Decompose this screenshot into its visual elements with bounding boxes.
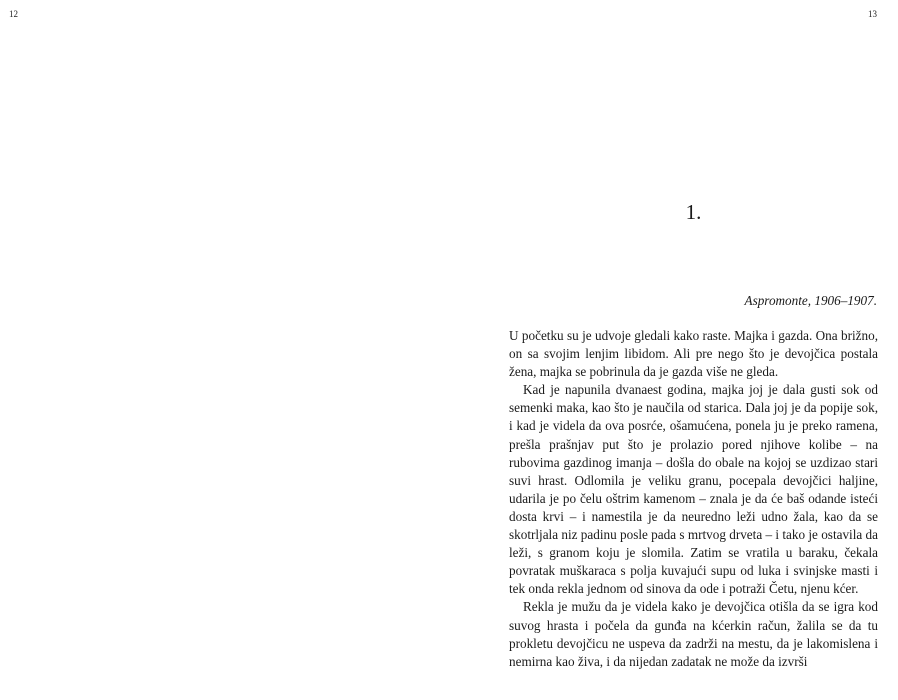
paragraph-1: U početku su je udvoje gledali kako raste. Majka i gazda. Ona brižno, on sa svojim lenjim libidom. Ali pre nego što je devojčica postala žena, majka se pobrinula da je gazda više ne gleda. [509,328,878,380]
chapter-number: 1. [685,200,702,224]
left-page-number: 12 [9,9,18,19]
place-date-epigraph: Aspromonte, 1906–1907. [744,293,877,308]
right-page-number: 13 [868,9,877,19]
right-page [449,0,898,700]
chapter-body [509,327,878,671]
paragraph-2: Kad je napunila dvanaest godina, majka joj je dala gusti sok od semenki maka, kao što je naučila od starica. Dala joj je da popije sok, i kad je videla da ova posrće, ošamućena, ponela ju je preko ramena, prešla prašnjav put što je prolazio pored njihove kolibe – na rubovima gazdinog imanja – došla do obale na kojoj se uzdizao stari suvi hrast. Odlomila je veliku granu, pocepala devojčici haljine, udarila je po čelu oštrim kamenom – znala je da će baš odande isteći dosta krvi – i namestila je da neuredno leži udno žala, kao da se skotrljala niz padinu posle pada s mrtvog drveta – i tako je ostavila da leži, s granom koju je slomila. Zatim se vratila u baraku, čekala povratak muškaraca s polja kuvajući supu od luka i svinjske masti i tek onda rekla jednom od sinova da ode i potraži Četu, njenu kćer. [509,382,878,597]
paragraph-3: Rekla je mužu da je videla kako je devojčica otišla da se igra kod suvog hrasta i počela da gunđa na kćerkin račun, žalila se da tu prokletu devojčicu ne uspeva da zadrži na mestu, da je lakomislena i nemirna kao živa, i da nijedan zadatak ne može da izvrši [509,599,878,669]
